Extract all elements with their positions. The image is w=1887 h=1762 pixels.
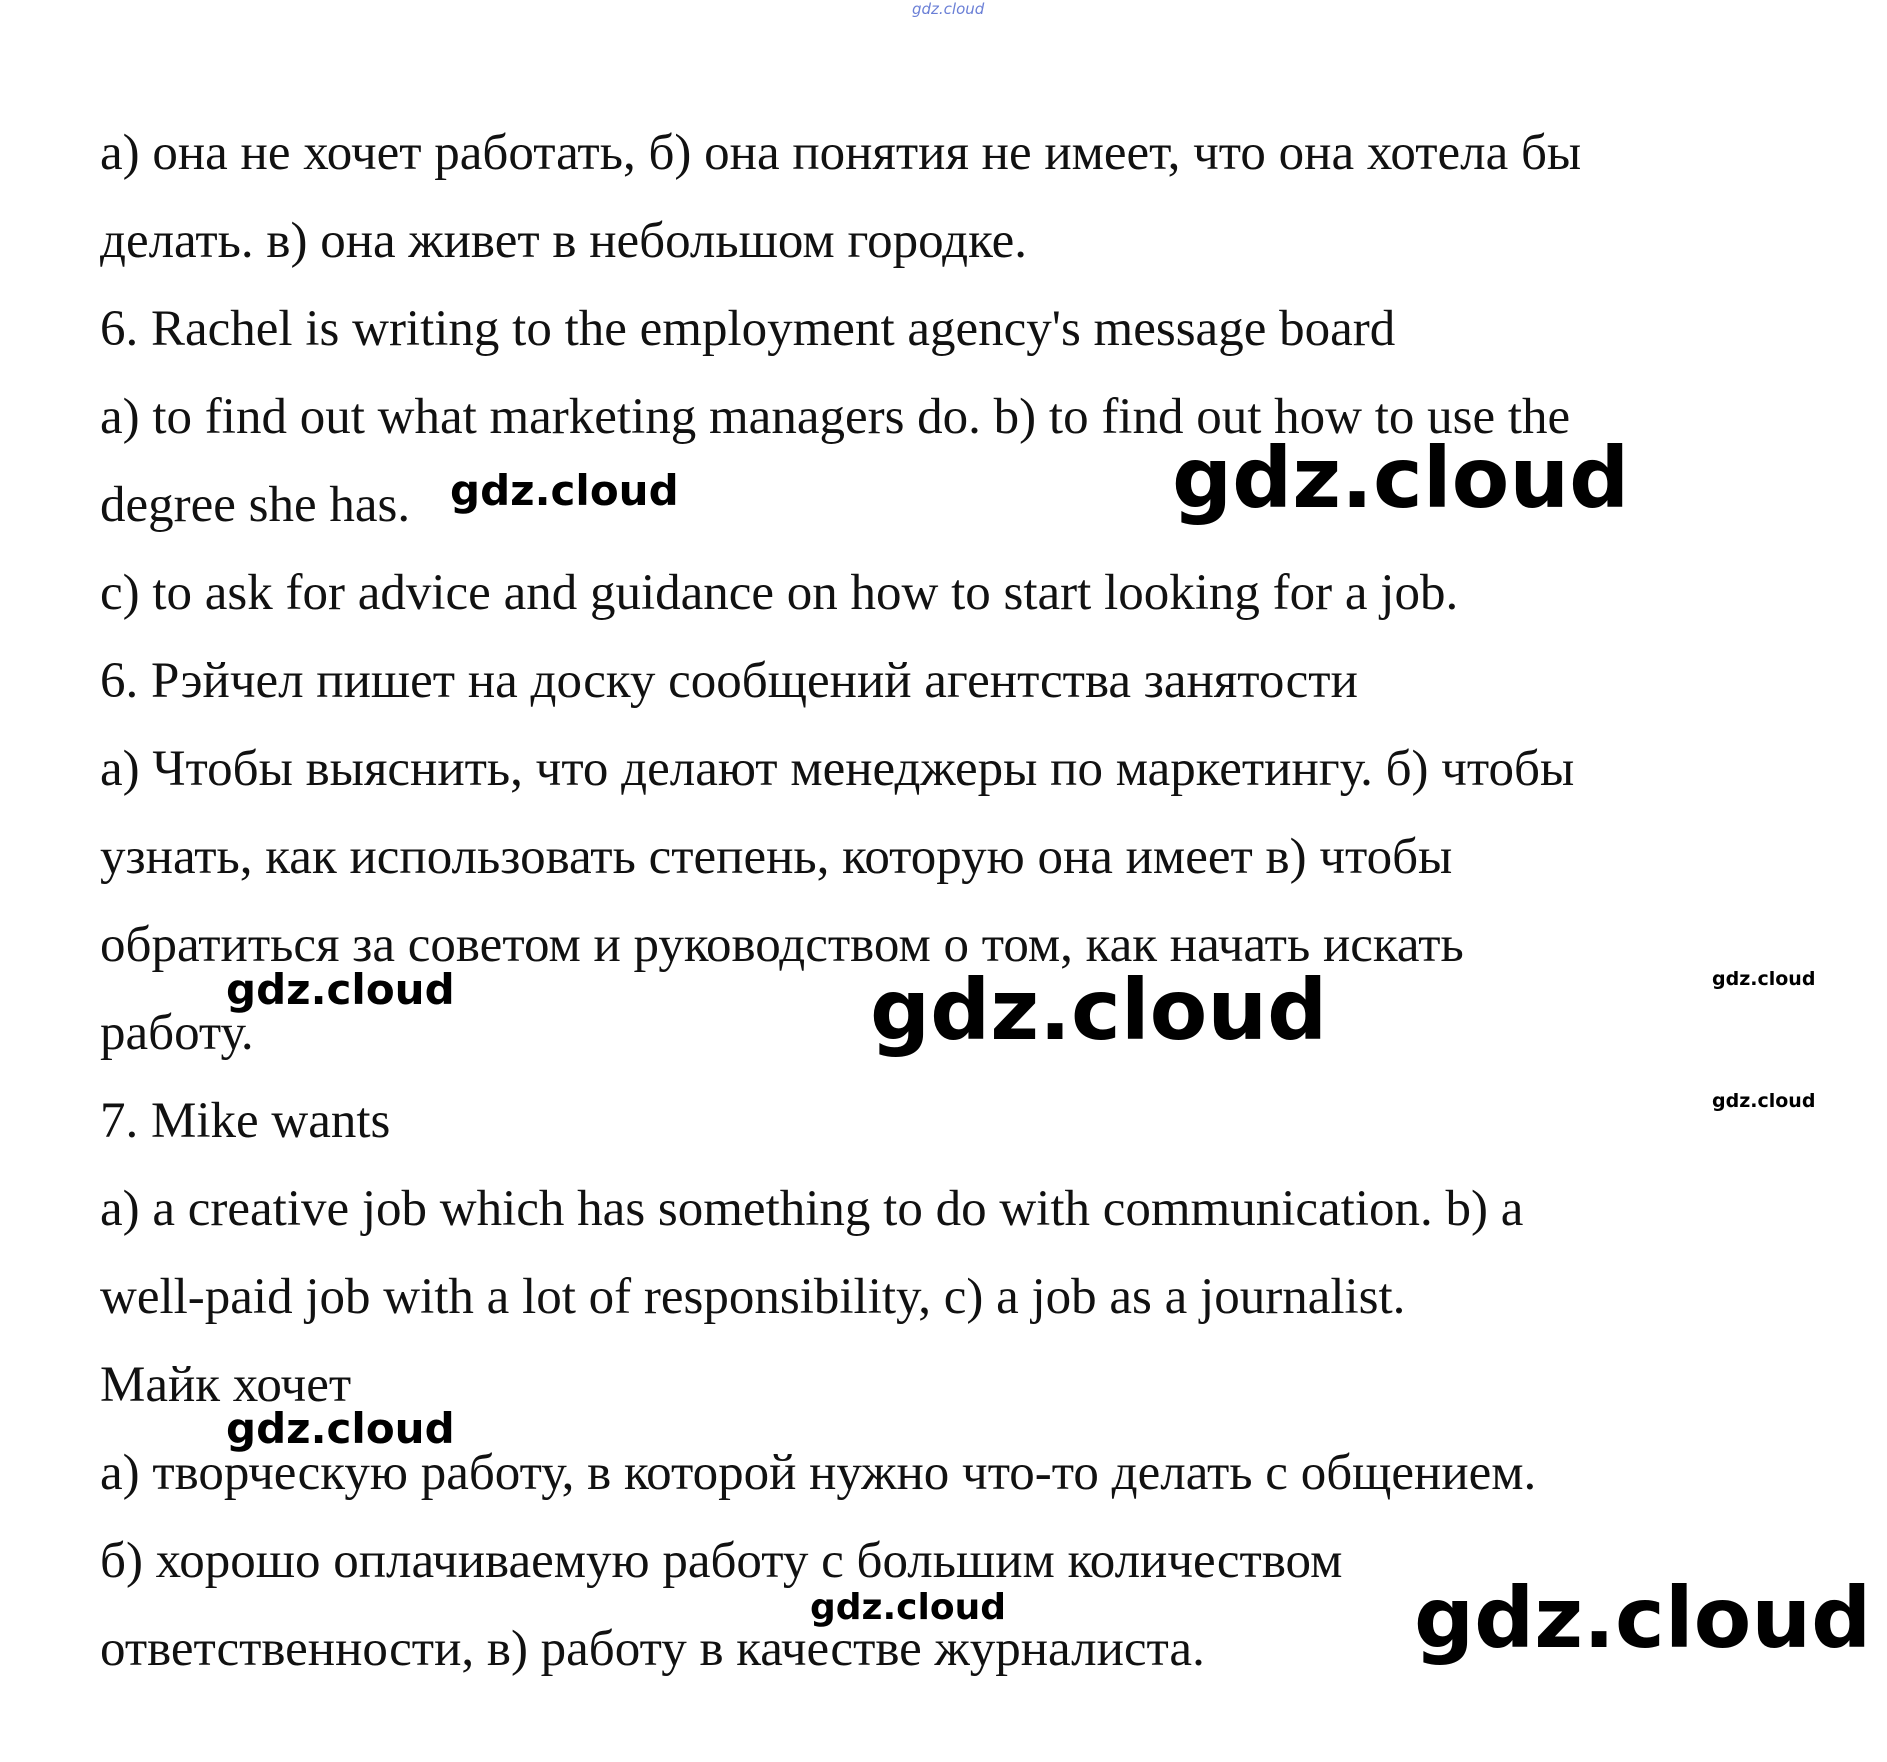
text-line-12: 7. Mike wants (100, 1093, 391, 1149)
text-line-6: c) to ask for advice and guidance on how to start looking for a job. (100, 565, 1459, 621)
text-line-2: делать. в) она живет в небольшом городке. (100, 213, 1027, 269)
watermark-small-1: gdz.cloud (450, 466, 679, 515)
text-line-7: 6. Рэйчел пишет на доску сообщений агентства занятости (100, 653, 1358, 709)
watermark-tiny-1: gdz.cloud (1712, 968, 1816, 990)
watermark-top: gdz.cloud (912, 0, 985, 18)
text-line-1: а) она не хочет работать, б) она понятия не имеет, что она хотела бы (100, 125, 1582, 181)
text-line-3: 6. Rachel is writing to the employment agency's message board (100, 301, 1396, 357)
text-line-5: degree she has. (100, 477, 411, 533)
text-line-13: a) a creative job which has something to do with communication. b) a (100, 1181, 1524, 1237)
text-line-10: обратиться за советом и руководством о том, как начать искать (100, 917, 1464, 973)
watermark-large-3: gdz.cloud (1414, 1569, 1872, 1667)
text-line-4: a) to find out what marketing managers do. b) to find out how to use the (100, 389, 1571, 445)
text-line-9: узнать, как использовать степень, которую она имеет в) чтобы (100, 829, 1453, 885)
text-line-18: ответственности, в) работу в качестве журналиста. (100, 1621, 1205, 1677)
text-line-15: Майк хочет (100, 1357, 352, 1413)
text-line-8: а) Чтобы выяснить, что делают менеджеры по маркетингу. б) чтобы (100, 741, 1575, 797)
watermark-small-4: gdz.cloud (810, 1587, 1006, 1628)
text-line-17: б) хорошо оплачиваемую работу с большим количеством (100, 1533, 1343, 1589)
text-line-16: а) творческую работу, в которой нужно что-то делать с общением. (100, 1445, 1537, 1501)
text-line-14: well-paid job with a lot of responsibility, c) a job as a journalist. (100, 1269, 1406, 1325)
watermark-large-1: gdz.cloud (1172, 429, 1630, 527)
watermark-small-3: gdz.cloud (226, 1404, 455, 1453)
watermark-small-2: gdz.cloud (226, 965, 455, 1014)
watermark-tiny-2: gdz.cloud (1712, 1090, 1816, 1112)
watermark-large-2: gdz.cloud (870, 961, 1328, 1059)
text-line-11: работу. (100, 1005, 254, 1061)
